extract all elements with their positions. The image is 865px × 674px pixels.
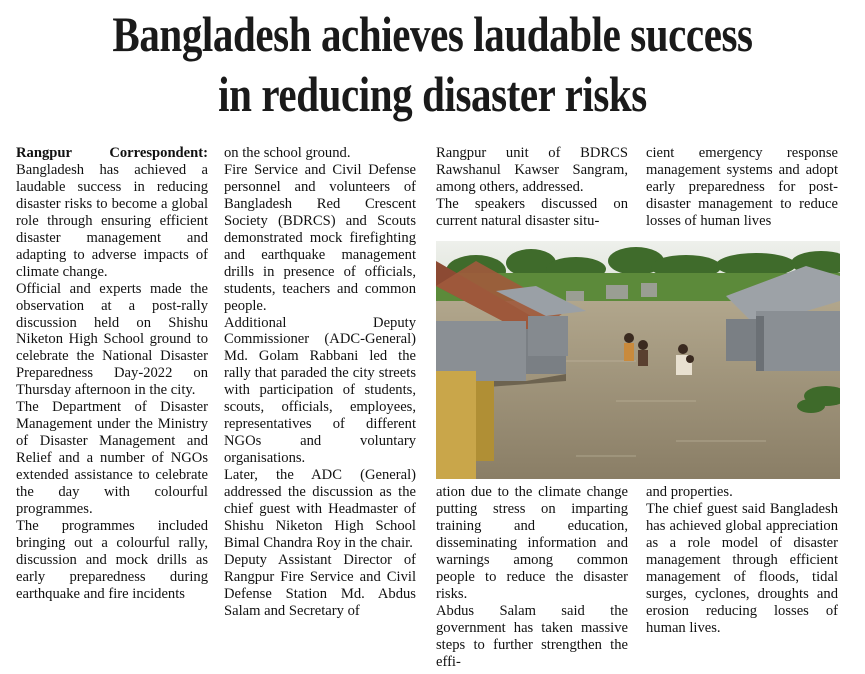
paragraph: Abdus Salam said the government has taken massive steps to further strengthen the effi- xyxy=(436,602,628,670)
article-column-1 xyxy=(16,145,208,603)
paragraph: Rangpur unit of BDRCS Rawshanul Kawser Sangram, among others, addressed. xyxy=(436,145,628,195)
paragraph: cient emergency response management systems and adopt early preparedness for post-disaster management to reduce losses of human lives xyxy=(646,145,838,229)
article-column-4-bottom xyxy=(646,484,838,637)
paragraph: Official and experts made the observation at a post-rally discussion held on Shishu Niketon High School ground to celebrate the National Disaster Preparedness Day-2022 on Thursday afternoon in the city. xyxy=(16,280,208,399)
article-column-3-bottom xyxy=(436,484,628,670)
byline: Rangpur Correspondent: xyxy=(16,145,208,161)
paragraph: Additional Deputy Commissioner (ADC-General) Md. Golam Rabbani led the rally that paraded the city streets with participation of students, scouts, officials, employees, representatives of different NGOs and voluntary organisations. xyxy=(224,314,416,467)
paragraph: Bangladesh has achieved a laudable success in reducing disaster risks to become a global role through ensuring efficient disaster management and adapting to adverse impacts of climate change. xyxy=(16,161,208,280)
article-column-3-top xyxy=(436,145,628,230)
paragraph: Fire Service and Civil Defense personnel and volunteers of Bangladesh Red Crescent Society (BDRCS) and Scouts demonstrated mock firefighting and earthquake management drills in presence of officials, students, teachers and common people. xyxy=(224,161,416,314)
article-column-2 xyxy=(224,145,416,620)
paragraph: and properties. xyxy=(646,484,733,500)
paragraph: ation due to the climate change putting stress on imparting training and education, disseminating information and warnings among common people to reduce the disaster risks. xyxy=(436,484,628,602)
paragraph: The speakers discussed on current natural disaster situ- xyxy=(436,195,628,229)
flood-photo xyxy=(436,241,840,479)
paragraph: The Department of Disaster Management under the Ministry of Disaster Management and Relief and a number of NGOs extended assistance to celebrate the day with colourful programmes. xyxy=(16,399,208,518)
headline-line-2: in reducing disaster risks xyxy=(218,66,647,122)
paragraph: The programmes included bringing out a colourful rally, discussion and mock drills as early preparedness during earthquake and fire incidents xyxy=(16,517,208,602)
paragraph: Later, the ADC (General) addressed the discussion as the chief guest with Headmaster of Shishu Niketon High School Bimal Chandra Roy in the chair. xyxy=(224,467,416,551)
paragraph: on the school ground. xyxy=(224,145,351,161)
paragraph: The chief guest said Bangladesh has achieved global appreciation as a role model of disaster management through efficient management of floods, tidal surges, cyclones, droughts and erosion reducing losses of human lives. xyxy=(646,500,838,636)
headline-line-1: Bangladesh achieves laudable success xyxy=(112,6,753,62)
article-column-4-top xyxy=(646,145,838,230)
paragraph: Deputy Assistant Director of Rangpur Fire Service and Civil Defense Station Md. Abdus Salam and Secretary of xyxy=(224,551,416,619)
headline xyxy=(78,4,787,124)
